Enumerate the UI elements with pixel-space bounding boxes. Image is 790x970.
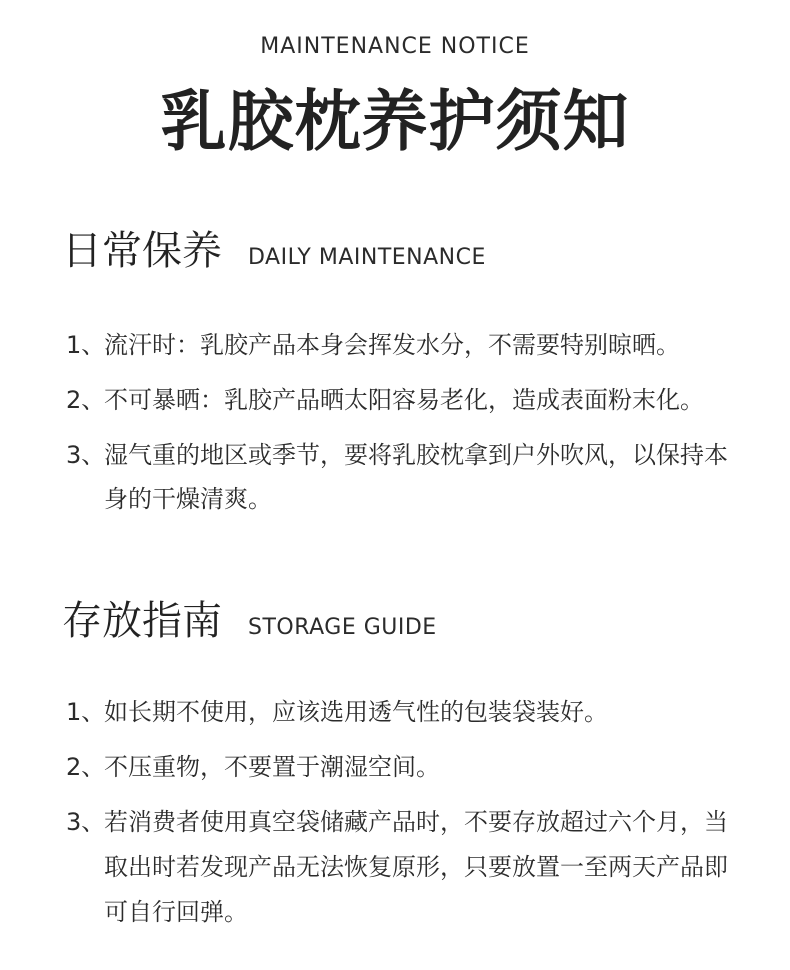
list-item (66, 383, 746, 417)
list-item-number: 1、 (66, 331, 106, 359)
list-item (66, 433, 746, 521)
daily-maintenance-list (66, 328, 746, 542)
list-item-text: 不压重物，不要置于潮湿空间。 (104, 753, 440, 781)
list-item (66, 328, 746, 362)
storage-guide-list (66, 695, 746, 956)
list-item-text: 如长期不使用，应该选用透气性的包装袋装好。 (104, 698, 608, 726)
list-item-text: 湿气重的地区或季节，要将乳胶枕拿到户外吹风，以保持本身的干燥清爽。 (104, 441, 728, 513)
list-item-number: 2、 (66, 386, 106, 414)
list-item-text: 若消费者使用真空袋储藏产品时，不要存放超过六个月，当取出时若发现产品无法恢复原形，只要放置一至两天产品即可自行回弹。 (104, 808, 728, 926)
list-item-number: 2、 (66, 753, 106, 781)
list-item-text: 不可暴晒：乳胶产品晒太阳容易老化，造成表面粉末化。 (104, 386, 704, 414)
storage-guide-title-cn: 存放指南 (62, 598, 222, 644)
storage-guide-title-en: STORAGE GUIDE (248, 615, 437, 640)
list-item (66, 695, 746, 729)
header-subtitle-en: MAINTENANCE NOTICE (260, 34, 530, 59)
list-item-number: 1、 (66, 698, 106, 726)
list-item (66, 750, 746, 784)
list-item-text: 流汗时：乳胶产品本身会挥发水分，不需要特别晾晒。 (104, 331, 680, 359)
daily-maintenance-title-en: DAILY MAINTENANCE (248, 245, 486, 270)
storage-guide-heading (62, 596, 437, 646)
daily-maintenance-title-cn: 日常保养 (62, 228, 222, 274)
daily-maintenance-heading (62, 226, 486, 276)
list-item-number: 3、 (66, 441, 106, 469)
list-item-number: 3、 (66, 808, 106, 836)
page-title: 乳胶枕养护须知 (160, 83, 630, 160)
list-item (66, 800, 746, 935)
